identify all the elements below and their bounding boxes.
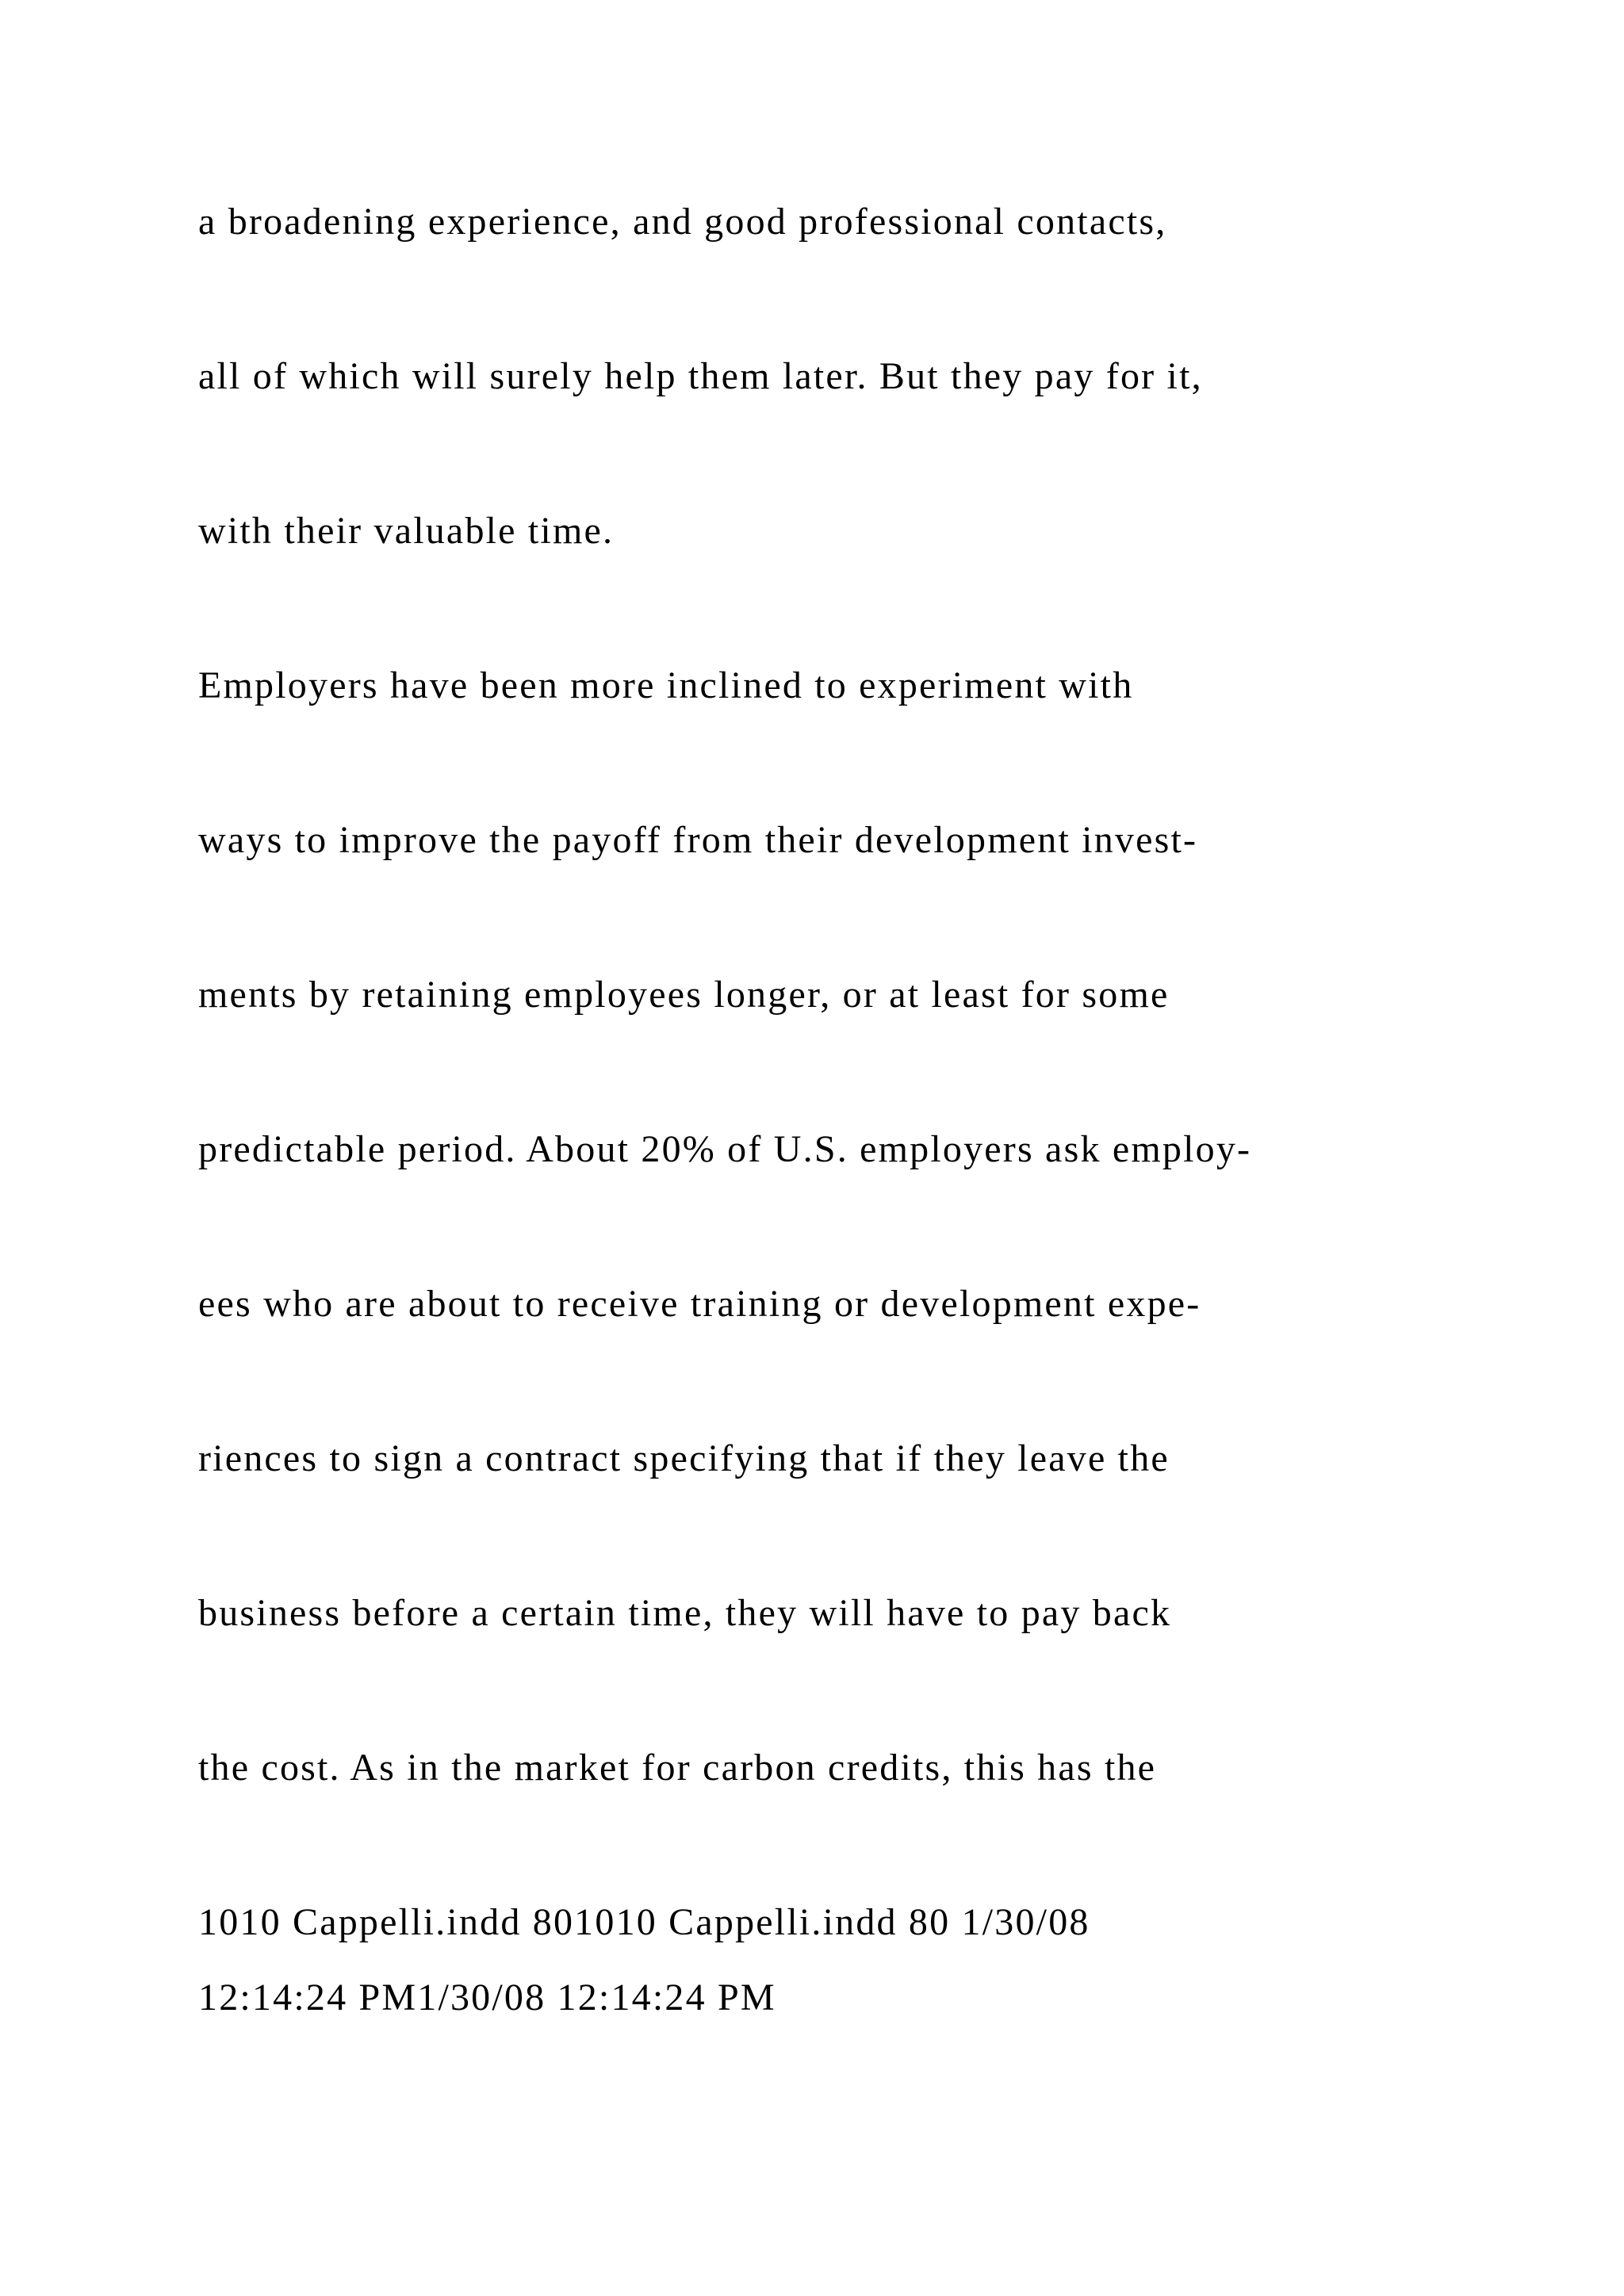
- file-slug-line: 12:14:24 PM1/30/08 12:14:24 PM: [198, 1976, 776, 2019]
- body-text-line: with their valuable time.: [198, 510, 615, 552]
- body-text-line: riences to sign a contract specifying that if they leave the: [198, 1437, 1170, 1479]
- body-text-line: a broadening experience, and good professional contacts,: [198, 201, 1167, 243]
- body-text-line: ees who are about to receive training or development expe-: [198, 1283, 1201, 1325]
- body-text-line: ways to improve the payoff from their development invest-: [198, 819, 1198, 861]
- body-text-line: ments by retaining employees longer, or at least for some: [198, 974, 1170, 1016]
- file-slug-line: 1010 Cappelli.indd 801010 Cappelli.indd 80 1/30/08: [198, 1901, 1090, 1943]
- body-text-line: predictable period. About 20% of U.S. employers ask employ-: [198, 1128, 1252, 1170]
- body-text-line: Employers have been more inclined to experiment with: [198, 664, 1134, 706]
- body-text-line: the cost. As in the market for carbon credits, this has the: [198, 1747, 1157, 1789]
- body-text-line: all of which will surely help them later. But they pay for it,: [198, 355, 1203, 397]
- body-text-line: business before a certain time, they will have to pay back: [198, 1592, 1172, 1634]
